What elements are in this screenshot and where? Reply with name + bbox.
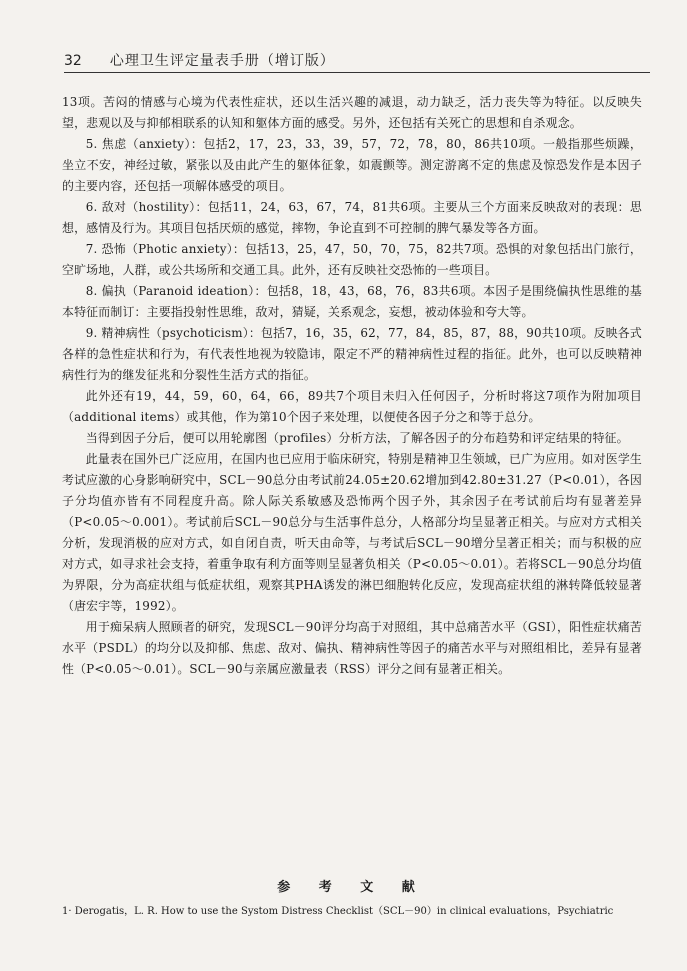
- reference-item: 1· Derogatis，L. R. How to use the Systom Distress Checklist（SCL－90）in clinical evaluations，Psychiatric: [62, 906, 614, 917]
- header-rule: [64, 72, 650, 73]
- page-number: 32: [64, 53, 82, 69]
- paragraph: 当得到因子分后，便可以用轮廓图（profiles）分析方法，了解各因子的分布趋势和评定结果的特征。: [85, 431, 629, 445]
- paragraph: 5. 焦虑（anxiety）：包括2，17，23，33，39，57，72，78，80，86共10项。一般指那些烦躁，坐立不安，神经过敏，紧张以及由此产生的躯体征象，如震颤等。测定游离不定的焦虑及惊恐发作是本因子的主要内容，还包括一项解体感受的项目。: [62, 137, 642, 193]
- paragraph: 用于痴呆病人照顾者的研究，发现SCL－90评分均高于对照组，其中总痛苦水平（GSI），阳性症状痛苦水平（PSDL）的均分以及抑郁、焦虑、敌对、偏执、精神病性等因子的痛苦水平与对照组相比，差异有显著性（P<0.05～0.01）。SCL－90与亲属应激量表（RSS）评分之间有显著正相关。: [62, 620, 642, 676]
- paragraph: 此外还有19，44，59，60，64，66，89共7个项目未归入任何因子，分析时将这7项作为附加项目（additional items）或其他，作为第10个因子来处理，以便使各因子分之和等于总分。: [62, 389, 642, 424]
- paragraph: 此量表在国外已广泛应用，在国内也已应用于临床研究，特别是精神卫生领域，已广为应用。如对医学生考试应激的心身影响研究中，SCL－90总分由考试前24.05±20.62增加到42.80±31.27（P<0.01），各因子分均值亦皆有不同程度升高。除人际关系敏感及恐怖两个因子外，其余因子在考试前后均有显著差异（P<0.05～0.001）。考试前后SCL－90总分与生活事件总分，人格部分均呈显著正相关。与应对方式相关分析，发现消极的应对方式，如自闭自责，听天由命等，与考试后SCL－90增分呈著正相关；而与积极的应对方式，如寻求社会支持，着重争取有利方面等则呈显著负相关（P<0.05～0.01）。若将SCL－90总分均值为界限，分为高症状组与低症状组，观察其PHA诱发的淋巴细胞转化反应，发现高症状组的淋转降低较显著（唐宏宇等，1992）。: [62, 452, 642, 613]
- book-title: 心理卫生评定量表手册（增订版）: [109, 53, 335, 69]
- paragraph: 13项。苦闷的情感与心境为代表性症状，还以生活兴趣的减退，动力缺乏，活力丧失等为特征。以反映失望，悲观以及与抑郁相联系的认知和躯体方面的感受。另外，还包括有关死亡的思想和自杀观念。: [62, 95, 642, 130]
- paragraph: 8. 偏执（Paranoid ideation）：包括8，18，43，68，76，83共6项。本因子是围绕偏执性思维的基本特征而制订：主要指投射性思维，敌对，猜疑，关系观念，妄想，被动体验和夸大等。: [62, 284, 642, 319]
- paragraph: 7. 恐怖（Photic anxiety）：包括13，25，47，50，70，75，82共7项。恐惧的对象包括出门旅行，空旷场地，人群，或公共场所和交通工具。此外，还有反映社交恐怖的一些项目。: [62, 242, 642, 277]
- paragraph: 9. 精神病性（psychoticism）：包括7，16，35，62，77，84，85，87，88，90共10项。反映各式各样的急性症状和行为，有代表性地视为较隐讳，限定不严的精神病性过程的指征。此外，也可以反映精神病性行为的继发征兆和分裂性生活方式的指征。: [62, 326, 642, 382]
- body-text: [62, 92, 642, 680]
- running-header: [64, 50, 650, 70]
- paragraph: 6. 敌对（hostility）：包括11，24，63，67，74，81共6项。主要从三个方面来反映敌对的表现：思想，感情及行为。其项目包括厌烦的感觉，摔物，争论直到不可控制的脾气暴发等各方面。: [62, 200, 642, 235]
- references-heading: 参 考 文 献: [277, 880, 427, 895]
